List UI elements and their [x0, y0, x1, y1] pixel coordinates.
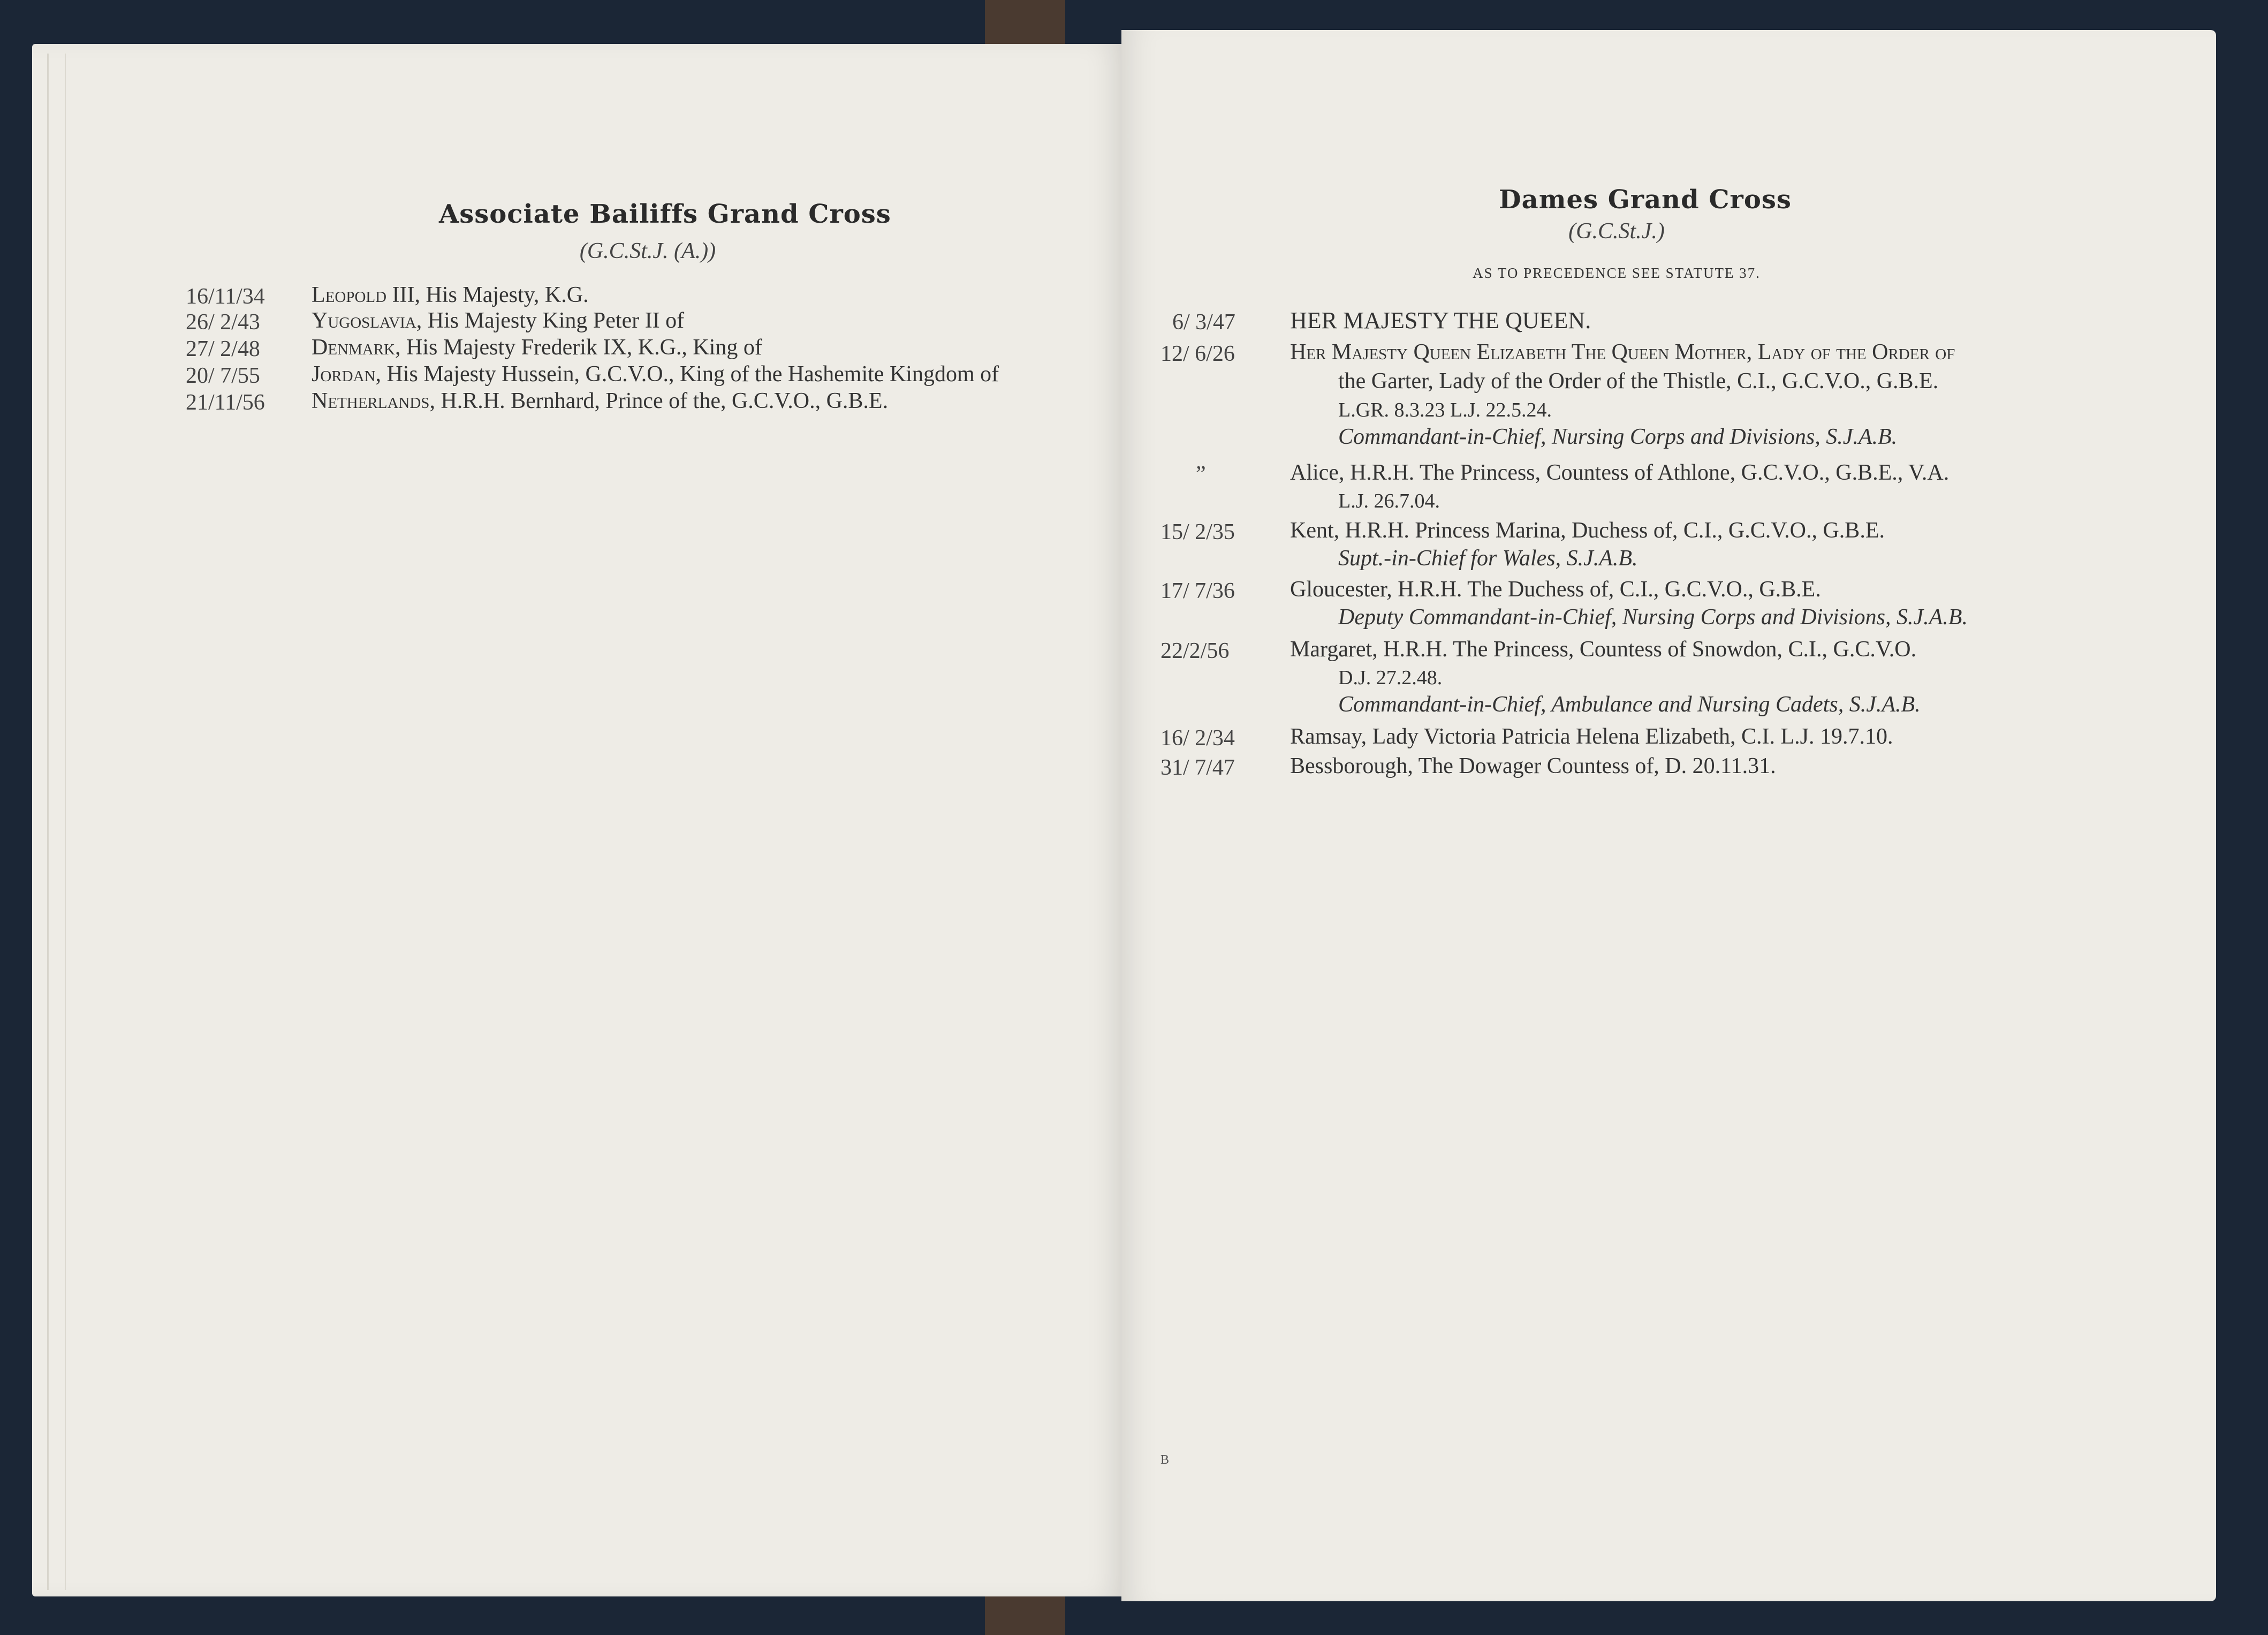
page-folio: B	[1160, 1453, 1170, 1467]
statute-note: AS TO PRECEDENCE SEE STATUTE 37.	[1473, 265, 1761, 281]
entry-line: L.GR. 8.3.23 L.J. 22.5.24.	[1338, 399, 1552, 421]
entry-text: III, His Majesty, K.G.	[386, 283, 589, 307]
page-edge	[47, 54, 66, 1590]
entry-date: 22/2/56	[1160, 639, 1230, 663]
left-page	[32, 44, 1124, 1596]
entry-text: , H.R.H. Bernhard, Prince of the, G.C.V.O., G.B.E.	[429, 389, 889, 413]
left-page-subtitle: (G.C.St.J. (A.))	[579, 239, 716, 263]
entry-text: , His Majesty King Peter II of	[416, 308, 685, 333]
entry-line: Margaret, H.R.H. The Princess, Countess of Snowdon, C.I., G.C.V.O.	[1290, 637, 1917, 662]
entry-line: Supt.-in-Chief for Wales, S.J.A.B.	[1338, 546, 1638, 571]
entry-line: Commandant-in-Chief, Ambulance and Nursing Cadets, S.J.A.B.	[1338, 692, 1921, 717]
entry-line: Kent, H.R.H. Princess Marina, Duchess of, C.I., G.C.V.O., G.B.E.	[1290, 518, 1885, 543]
entry-date: 27/ 2/48	[186, 337, 260, 361]
entry	[312, 387, 888, 415]
entry	[312, 307, 684, 335]
entry-text: , His Majesty Frederik IX, K.G., King of	[395, 335, 762, 360]
entry-date: 16/ 2/34	[1160, 726, 1235, 751]
entry-date: 21/11/56	[186, 390, 265, 415]
entry-line: D.J. 27.2.48.	[1338, 667, 1443, 689]
right-page-subtitle: (G.C.St.J.)	[1568, 219, 1665, 244]
entry-line: Gloucester, H.R.H. The Duchess of, C.I., G.C.V.O., G.B.E.	[1290, 577, 1821, 602]
entry-name: Yugoslavia	[312, 308, 416, 333]
entry-name: Leopold	[312, 283, 387, 307]
entry-line: Bessborough, The Dowager Countess of, D. 20.11.31.	[1290, 754, 1776, 778]
entry-line: L.J. 26.7.04.	[1338, 490, 1440, 512]
entry-date: 20/ 7/55	[186, 364, 260, 388]
entry-name: Netherlands	[312, 389, 430, 413]
ditto-mark: ”	[1196, 462, 1206, 487]
entry-line: HER MAJESTY THE QUEEN.	[1290, 307, 1591, 334]
entry-date: 6/ 3/47	[1172, 310, 1235, 335]
left-page-title: Associate Bailiffs Grand Cross	[439, 199, 891, 229]
entry-date: 26/ 2/43	[186, 310, 260, 335]
entry-line: Commandant-in-Chief, Nursing Corps and Divisions, S.J.A.B.	[1338, 425, 1898, 449]
entry-text: , His Majesty Hussein, G.C.V.O., King of the Hashemite Kingdom of	[375, 362, 999, 387]
entry-line: Alice, H.R.H. The Princess, Countess of Athlone, G.C.V.O., G.B.E., V.A.	[1290, 460, 1950, 485]
entry-name: Jordan	[312, 362, 376, 387]
entry-line: Ramsay, Lady Victoria Patricia Helena Elizabeth, C.I. L.J. 19.7.10.	[1290, 724, 1893, 749]
entry-date: 12/ 6/26	[1160, 342, 1235, 366]
entry-date: 31/ 7/47	[1160, 755, 1235, 780]
entry	[312, 281, 589, 309]
entry-line: the Garter, Lady of the Order of the Thistle, C.I., G.C.V.O., G.B.E.	[1338, 369, 1939, 393]
entry	[312, 334, 762, 361]
entry-line: Deputy Commandant-in-Chief, Nursing Corps and Divisions, S.J.A.B.	[1338, 605, 1968, 630]
entry-date: 17/ 7/36	[1160, 579, 1235, 603]
entry-date: 16/11/34	[186, 284, 265, 309]
entry	[312, 360, 999, 388]
entry-name: Denmark	[312, 335, 396, 360]
entry-line: Her Majesty Queen Elizabeth The Queen Mother, Lady of the Order of	[1290, 340, 1955, 365]
entry-date: 15/ 2/35	[1160, 520, 1235, 544]
right-page-title: Dames Grand Cross	[1499, 185, 1792, 215]
